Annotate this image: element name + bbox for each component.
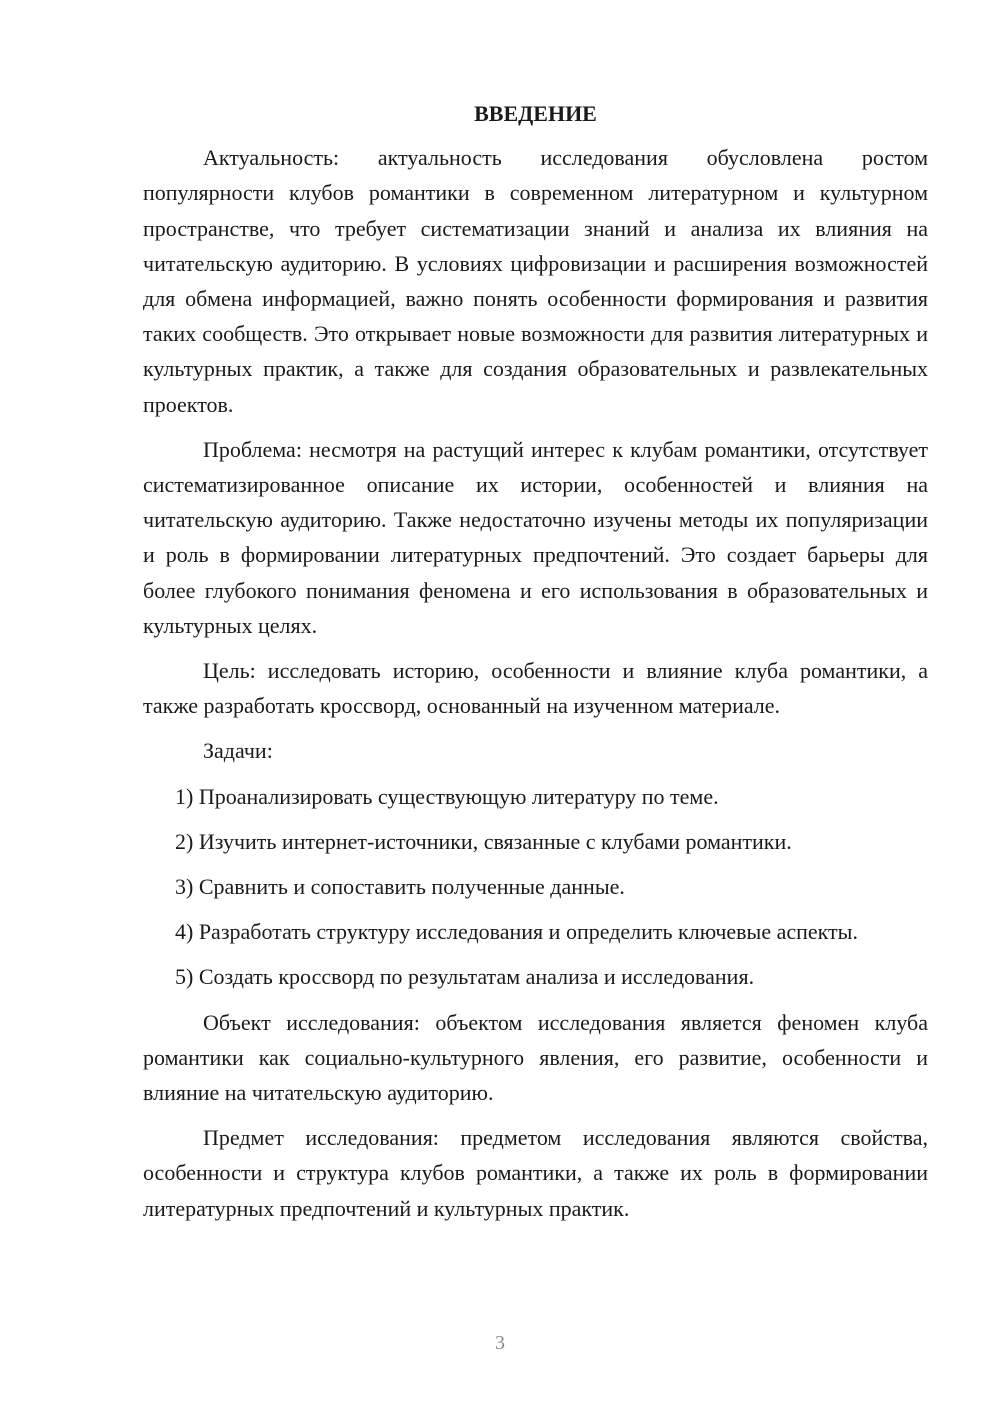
paragraph-problem: Проблема: несмотря на растущий интерес к клубам романтики, отсутствует систематизированное описание их истории, особенностей и влияния на читательскую аудиторию. Также недостаточно изучены методы их популяризации и роль в формировании литературных предпочтений. Это создает барьеры для более глубокого понимания феномена и его использования в образовательных и культурных целях. — [143, 436, 928, 638]
task-item: 5) Создать кроссворд по результатам анализа и исследования. — [175, 964, 755, 990]
paragraph-subject: Предмет исследования: предметом исследования являются свойства, особенности и структура клубов романтики, а также их роль в формировании литературных предпочтений и культурных практик. — [143, 1125, 928, 1221]
page-number: 3 — [495, 1332, 505, 1354]
document-page — [143, 96, 928, 1236]
paragraph-object: Объект исследования: объектом исследования является феномен клуба романтики как социально-культурного явления, его развитие, особенности и влияние на читательскую аудиторию. — [143, 1009, 928, 1106]
task-item: 3) Сравнить и сопоставить полученные данные. — [175, 874, 625, 900]
task-item: 4) Разработать структуру исследования и определить ключевые аспекты. — [175, 919, 858, 945]
task-item: 2) Изучить интернет-источники, связанные с клубами романтики. — [175, 828, 792, 854]
tasks-heading: Задачи: — [203, 738, 273, 764]
section-heading: ВВЕДЕНИЕ — [474, 101, 597, 126]
paragraph-relevance: Актуальность: актуальность исследования обусловлена ростом популярности клубов романтики в современном литературном и культурном пространстве, что требует систематизации знаний и анализа их влияния на читательскую аудиторию. В условиях цифровизации и расширения возможностей для обмена информацией, важно понять особенности формирования и развития таких сообществ. Это открывает новые возможности для развития литературных и культурных практик, а также для создания образовательных и развлекательных проектов. — [143, 145, 928, 417]
task-item: 1) Проанализировать существующую литературу по теме. — [175, 783, 719, 809]
paragraph-goal: Цель: исследовать историю, особенности и влияние клуба романтики, а также разработать кроссворд, основанный на изученном материале. — [143, 658, 928, 719]
